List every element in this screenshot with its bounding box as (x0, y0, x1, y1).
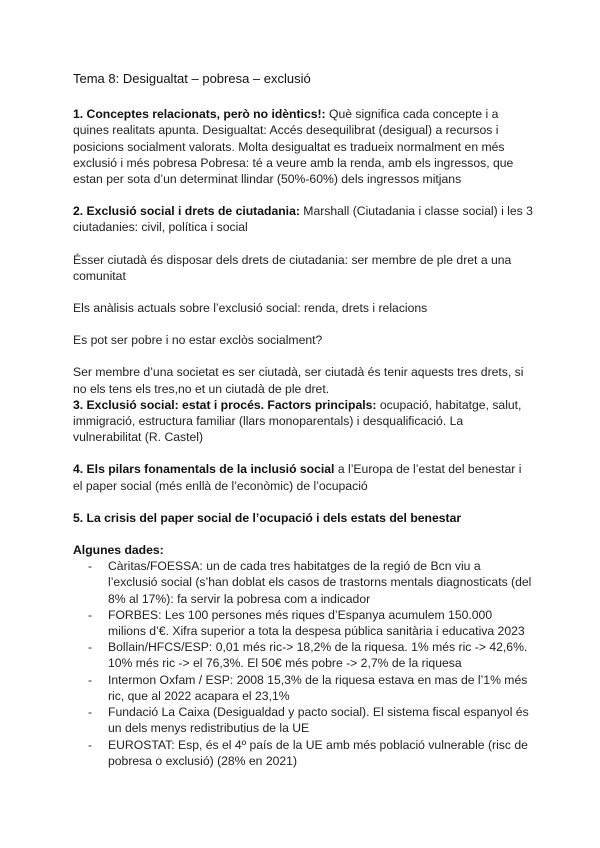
dades-list (73, 558, 533, 769)
paragraph-pregunta: Es pot ser pobre i no estar exclòs socialment? (73, 333, 323, 348)
dades-heading: Algunes dades: (73, 543, 164, 558)
list-item: - Intermon Oxfam / ESP: 2008 15,3% de la riquesa estava en mas de l’1% més ric, que al 2022 acapara el 23,1% (108, 672, 533, 704)
document-page (73, 71, 533, 769)
section-1-text: Què significa cada concepte i a quines realitats apunta. Desigualtat: Accés desequilibrat (desigual) a recursos i posicions socialment valorats. Molta desigualtat es tradueix normalment en més exclusió i més pobresa Pobresa: té a veure amb la renda, amb els ingressos, que estan per sota d’un determinat llindar (50%-60%) dels ingressos mitjans (73, 107, 514, 187)
list-item: - Fundació La Caixa (Desigualdad y pacto social). El sistema fiscal espanyol és un dels menys redistributius de la UE (108, 704, 533, 736)
section-4-text: a l’Europa de l’estat del benestar i el paper social (més enllà de l’econòmic) de l’ocupació (73, 462, 522, 493)
document-title: Tema 8: Desigualtat – pobresa – exclusió (73, 71, 311, 86)
section-2-heading: 2. Exclusió social i drets de ciutadania: (73, 204, 300, 219)
section-5 (73, 510, 533, 526)
section-5-heading: 5. La crisis del paper social de l’ocupació i dels estats del benestar (73, 510, 462, 525)
list-item: - EUROSTAT: Esp, és el 4º país de la UE amb més població vulnerable (risc de pobresa o exclusió) (28% en 2021) (108, 737, 533, 769)
section-4-heading: 4. Els pilars fonamentals de la inclusió social (73, 462, 335, 477)
section-4 (73, 461, 533, 493)
list-item: - FORBES: Les 100 persones més riques d’Espanya acumulem 150.000 milions d’€. Xifra superior a tota la despesa pública sanitària i educativa 2023 (108, 607, 533, 639)
section-3-heading: 3. Exclusió social: estat i procés. Factors principals: (73, 397, 377, 412)
paragraph-esser-ciutada: Ésser ciutadà és disposar dels drets de ciutadania: ser membre de ple dret a una comunitat (73, 252, 512, 283)
section-3 (73, 397, 533, 446)
section-2-text: Marshall (Ciutadania i classe social) i les 3 ciutadanies: civil, política i social (73, 204, 533, 235)
list-item: - Bollain/HFCS/ESP: 0,01 més ric-> 18,2% de la riquesa. 1% més ric -> 42,6%. 10% més ric -> el 76,3%. El 50€ més pobre -> 2,7% de la riquesa (108, 639, 533, 671)
section-1 (73, 106, 533, 187)
section-1-heading: 1. Conceptes relacionats, però no idèntics!: (73, 107, 326, 122)
section-2 (73, 203, 533, 235)
paragraph-membre: Ser membre d’una societat es ser ciutadà, ser ciutadà és tenir aquests tres drets, si no els tens els tres,no et un ciutadà de ple dret. (73, 365, 524, 396)
section-3-text: ocupació, habitatge, salut, immigració, estructura familiar (llars monoparentals) i desqualificació. La vulnerabilitat (R. Castel) (73, 397, 522, 445)
paragraph-analisis: Els anàlisis actuals sobre l’exclusió social: renda, drets i relacions (73, 301, 428, 316)
list-item: - Càritas/FOESSA: un de cada tres habitatges de la regió de Bcn viu a l’exclusió social (s’han doblat els casos de trastorns mentals diagnosticats (del 8% al 17%): fa servir la pobresa com a indicador (108, 558, 533, 607)
